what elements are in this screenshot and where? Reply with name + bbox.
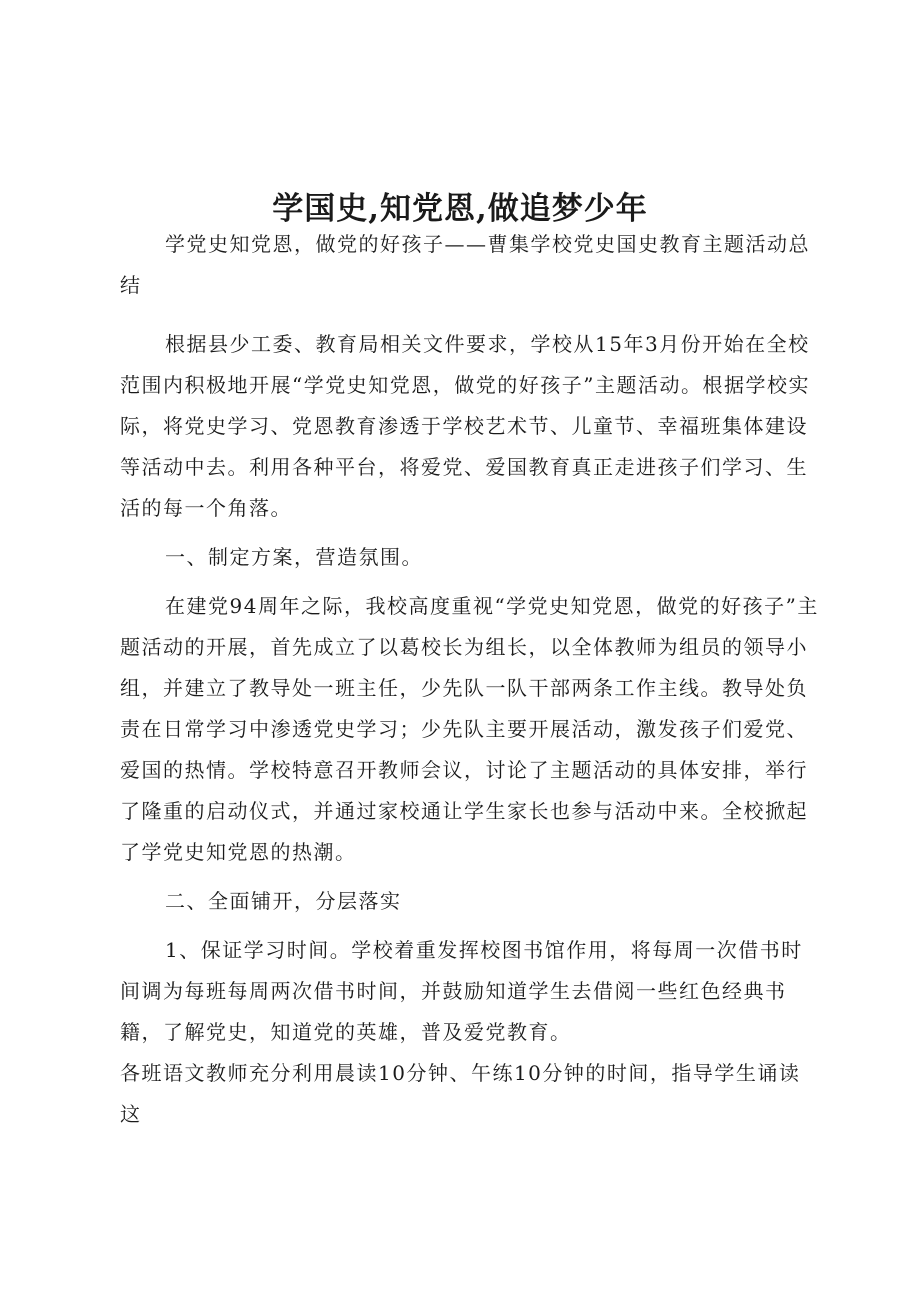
body-paragraph: 根据县少工委、教育局相关文件要求，学校从15年3月份开始在全校范围内积极地开展“学党史知党恩，做党的好孩子”主题活动。根据学校实际，将党史学习、党恩教育渗透于学校艺术节、儿童节、幸福班集体建设等活动中去。利用各种平台，将爱党、爱国教育真正走进孩子们学习、生活的每一个角落。 bbox=[120, 332, 810, 520]
section-heading: 一、制定方案，营造氛围。 bbox=[165, 545, 423, 569]
body-paragraph: 1、保证学习时间。学校着重发挥校图书馆作用，将每周一次借书时间调为每班每周两次借书时间，并鼓励知道学生去借阅一些红色经典书籍，了解党史，知道党的英雄，普及爱党教育。 bbox=[120, 938, 803, 1044]
body-paragraph: 各班语文教师充分利用晨读10分钟、午练10分钟的时间，指导学生诵读这 bbox=[120, 1061, 801, 1126]
section-heading: 二、全面铺开，分层落实 bbox=[165, 889, 402, 913]
body-paragraph: 在建党94周年之际，我校高度重视“学党史知党恩，做党的好孩子”主题活动的开展，首先成立了以葛校长为组长，以全体教师为组员的领导小组，并建立了教导处一班主任，少先队一队干部两条工作主线。教导处负责在日常学习中渗透党史学习；少先队主要开展活动，激发孩子们爱党、爱国的热情。学校特意召开教师会议，讨论了主题活动的具体安排，举行了隆重的启动仪式，并通过家校通让学生家长也参与活动中来。全校掀起了学党史知党恩的热潮。 bbox=[120, 594, 819, 864]
document-body bbox=[120, 224, 820, 1135]
subtitle-paragraph: 学党史知党恩，做党的好孩子——曹集学校党史国史教育主题活动总结 bbox=[120, 232, 810, 297]
document-title: 学国史,知党恩,做追梦少年 bbox=[272, 190, 648, 227]
